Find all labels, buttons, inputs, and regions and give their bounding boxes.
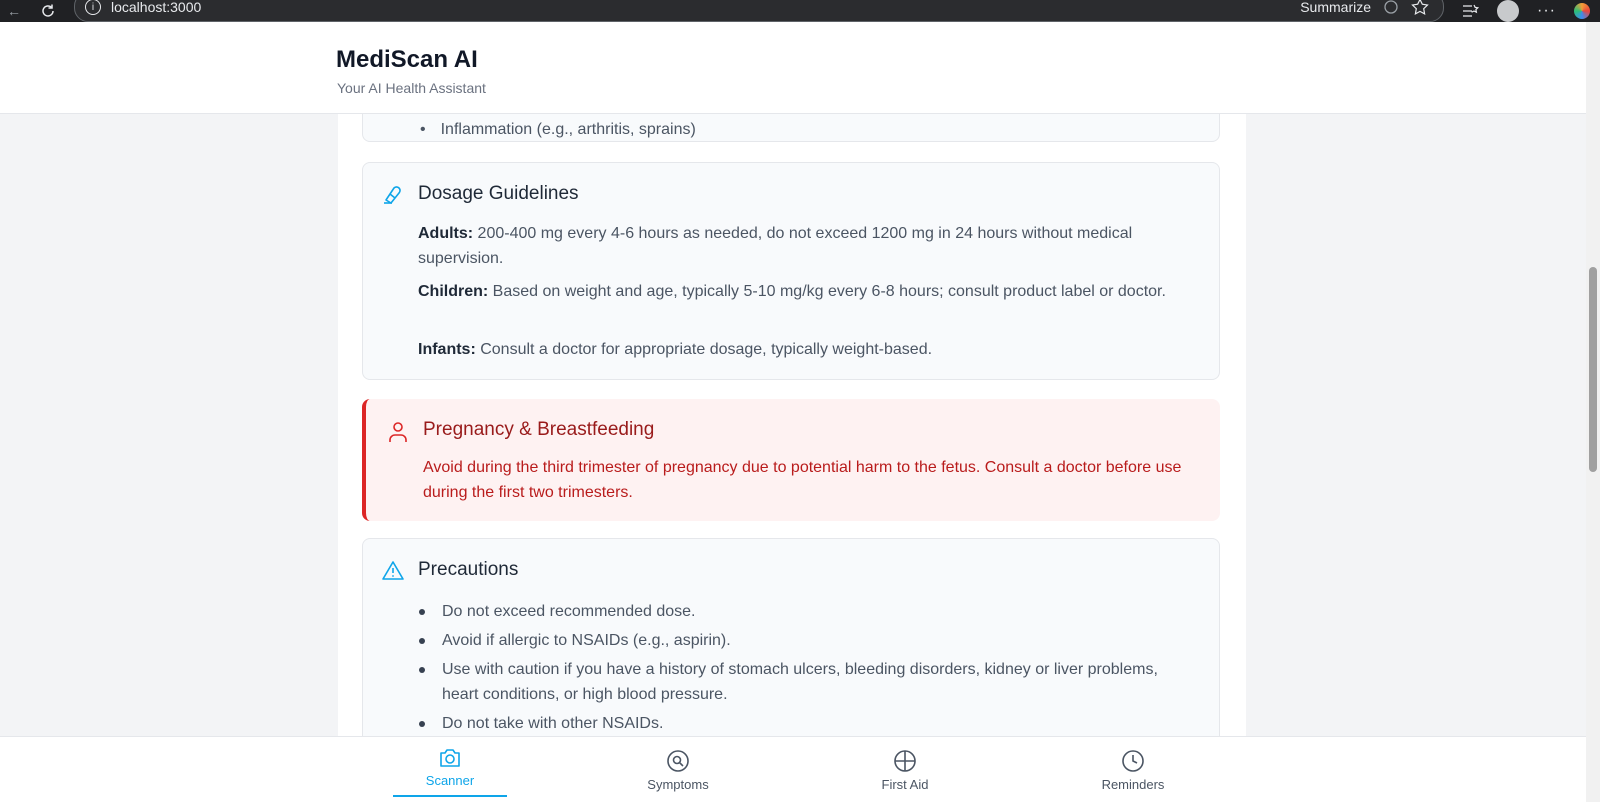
read-aloud-icon[interactable]	[1383, 0, 1399, 15]
site-info-icon[interactable]: i	[85, 0, 101, 15]
pregnancy-title: Pregnancy & Breastfeeding	[423, 419, 655, 440]
pregnancy-warning-card	[362, 399, 1220, 521]
first-aid-icon	[893, 749, 917, 773]
list-item-text: Inflammation (e.g., arthritis, sprains)	[440, 121, 696, 138]
list-item: Use with caution if you have a history of stomach ulcers, bleeding disorders, kidney or liver problems, heart conditions, or high blood pressure.	[418, 657, 1198, 707]
symptoms-icon	[666, 749, 690, 773]
pregnancy-text: Avoid during the third trimester of pregnancy due to potential harm to the fetus. Consult a doctor before use during the first two trimesters.	[423, 459, 1182, 501]
list-item	[420, 121, 696, 139]
nav-scanner[interactable]	[393, 737, 507, 797]
reload-button[interactable]	[36, 0, 60, 22]
profile-avatar[interactable]	[1497, 0, 1519, 22]
children-label: Children:	[418, 283, 489, 300]
nav-label: First Aid	[881, 777, 929, 792]
dosage-children	[418, 279, 1198, 304]
reload-icon	[40, 3, 56, 19]
list-item: Do not exceed recommended dose.	[418, 599, 1198, 624]
precautions-card	[362, 538, 1220, 736]
children-text: Based on weight and age, typically 5-10 mg/kg every 6-8 hours; consult product label or doctor.	[488, 283, 1166, 300]
precautions-title: Precautions	[418, 559, 519, 580]
indications-card	[362, 114, 1220, 142]
adults-text: 200-400 mg every 4-6 hours as needed, do not exceed 1200 mg in 24 hours without medical supervision.	[418, 225, 1133, 267]
page-scrollbar[interactable]	[1586, 22, 1600, 802]
infants-label: Infants:	[418, 341, 476, 358]
camera-icon	[438, 747, 462, 769]
nav-symptoms[interactable]	[621, 737, 735, 797]
favorite-star-icon[interactable]	[1411, 0, 1429, 16]
nav-label: Reminders	[1101, 777, 1165, 792]
precautions-list	[418, 599, 1198, 736]
app-subtitle: Your AI Health Assistant	[337, 80, 486, 96]
back-button[interactable]: ←	[7, 3, 21, 19]
nav-label: Symptoms	[647, 777, 709, 792]
app-title: MediScan AI	[336, 46, 478, 73]
person-icon	[386, 420, 410, 444]
url-text: localhost:3000	[111, 0, 202, 15]
dosage-adults	[418, 221, 1198, 271]
list-item: Avoid if allergic to NSAIDs (e.g., aspirin).	[418, 628, 1198, 653]
nav-reminders[interactable]	[1076, 737, 1190, 797]
more-menu-button[interactable]: ···	[1537, 2, 1556, 19]
bullet-dot: •	[420, 121, 426, 138]
pill-icon	[381, 183, 405, 207]
bottom-navigation	[0, 736, 1586, 802]
copilot-icon[interactable]	[1574, 3, 1590, 19]
dosage-guidelines-card	[362, 162, 1220, 380]
list-item: Do not take with other NSAIDs.	[418, 711, 1198, 736]
scrollbar-thumb[interactable]	[1589, 267, 1597, 472]
browser-toolbar	[0, 0, 1600, 22]
adults-label: Adults:	[418, 225, 474, 242]
address-bar[interactable]	[74, 0, 1444, 22]
app-header	[0, 22, 1586, 114]
medicine-details-panel	[338, 114, 1246, 736]
warning-triangle-icon	[381, 559, 405, 583]
dosage-title: Dosage Guidelines	[418, 183, 579, 204]
summarize-button[interactable]: Summarize	[1300, 0, 1371, 15]
clock-icon	[1121, 749, 1145, 773]
dosage-infants	[418, 337, 1198, 362]
infants-text: Consult a doctor for appropriate dosage, typically weight-based.	[475, 341, 933, 358]
nav-label: Scanner	[425, 773, 475, 788]
favorites-list-icon[interactable]	[1461, 2, 1479, 20]
nav-first-aid[interactable]	[848, 737, 962, 797]
